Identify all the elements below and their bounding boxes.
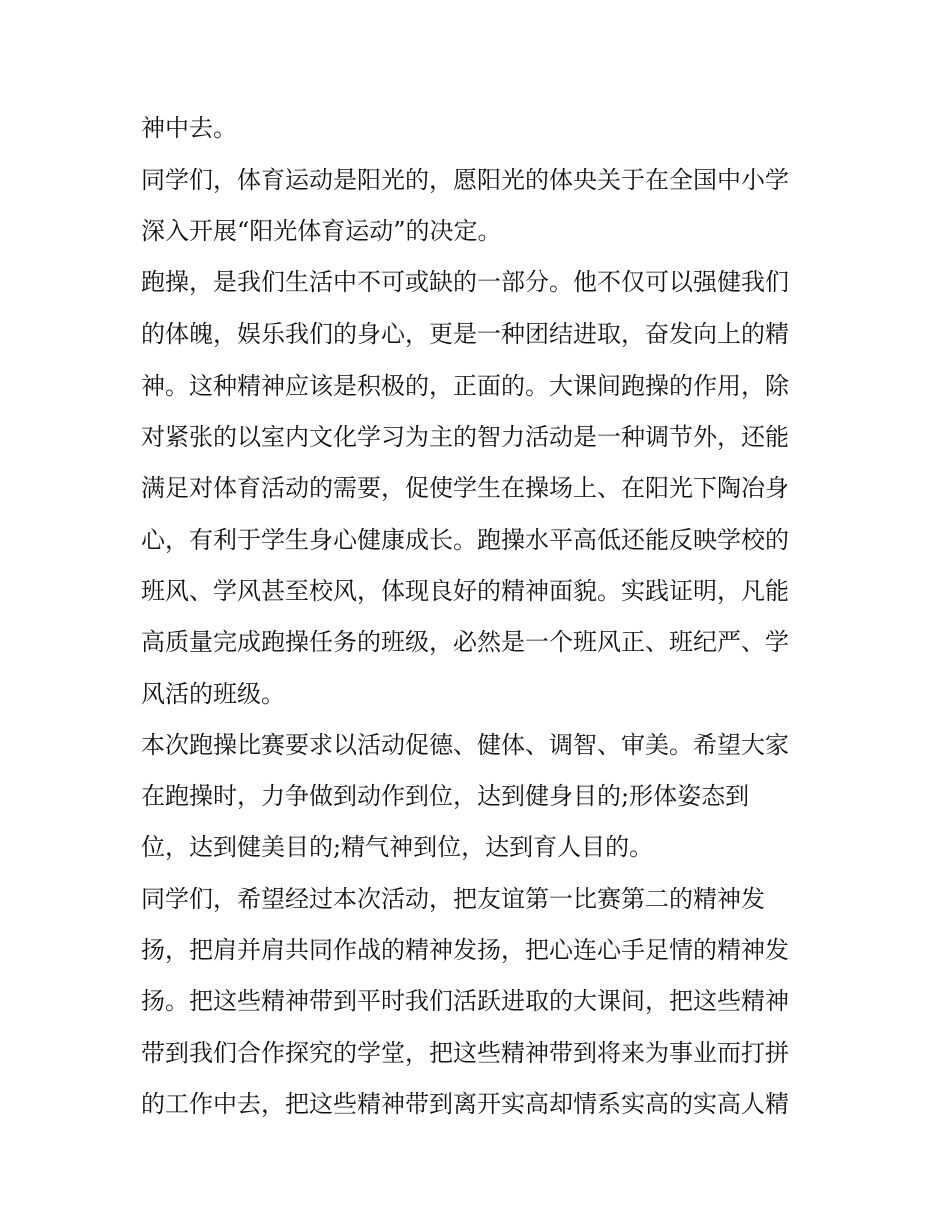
text-line: 带到我们合作探究的学堂，把这些精神带到将来为事业而打拼	[141, 1039, 789, 1067]
text-line: 深入开展“阳光体育运动”的决定。	[141, 217, 502, 245]
text-line: 在跑操时，力争做到动作到位，达到健身目的;形体姿态到	[141, 782, 750, 810]
text-line: 同学们，希望经过本次活动，把友谊第一比赛第二的精神发	[141, 885, 765, 913]
text-line: 的体魄，娱乐我们的身心，更是一种团结进取，奋发向上的精	[141, 320, 789, 348]
text-line: 风活的班级。	[141, 680, 285, 708]
text-line: 扬。把这些精神带到平时我们活跃进取的大课间，把这些精神	[141, 987, 789, 1015]
text-line: 高质量完成跑操任务的班级，必然是一个班风正、班纪严、学	[141, 628, 789, 656]
text-line: 班风、学风甚至校风，体现良好的精神面貌。实践证明，凡能	[141, 577, 789, 605]
text-line: 扬，把肩并肩共同作战的精神发扬，把心连心手足情的精神发	[141, 936, 789, 964]
text-line: 心，有利于学生身心健康成长。跑操水平高低还能反映学校的	[141, 526, 789, 554]
text-line: 神。这种精神应该是积极的，正面的。大课间跑操的作用，除	[141, 372, 789, 400]
text-line: 本次跑操比赛要求以活动促德、健体、调智、审美。希望大家	[141, 731, 789, 759]
text-line: 神中去。	[141, 114, 237, 142]
text-line: 满足对体育活动的需要，促使学生在操场上、在阳光下陶冶身	[141, 474, 789, 502]
text-line: 位，达到健美目的;精气神到位，达到育人目的。	[141, 833, 654, 861]
text-line: 的工作中去，把这些精神带到离开实高却情系实高的实高人精	[141, 1090, 789, 1118]
text-line: 同学们，体育运动是阳光的，愿阳光的体央关于在全国中小学	[141, 166, 789, 194]
text-line: 对紧张的以室内文化学习为主的智力活动是一种调节外，还能	[141, 423, 789, 451]
text-line: 跑操，是我们生活中不可或缺的一部分。他不仅可以强健我们	[141, 268, 789, 296]
